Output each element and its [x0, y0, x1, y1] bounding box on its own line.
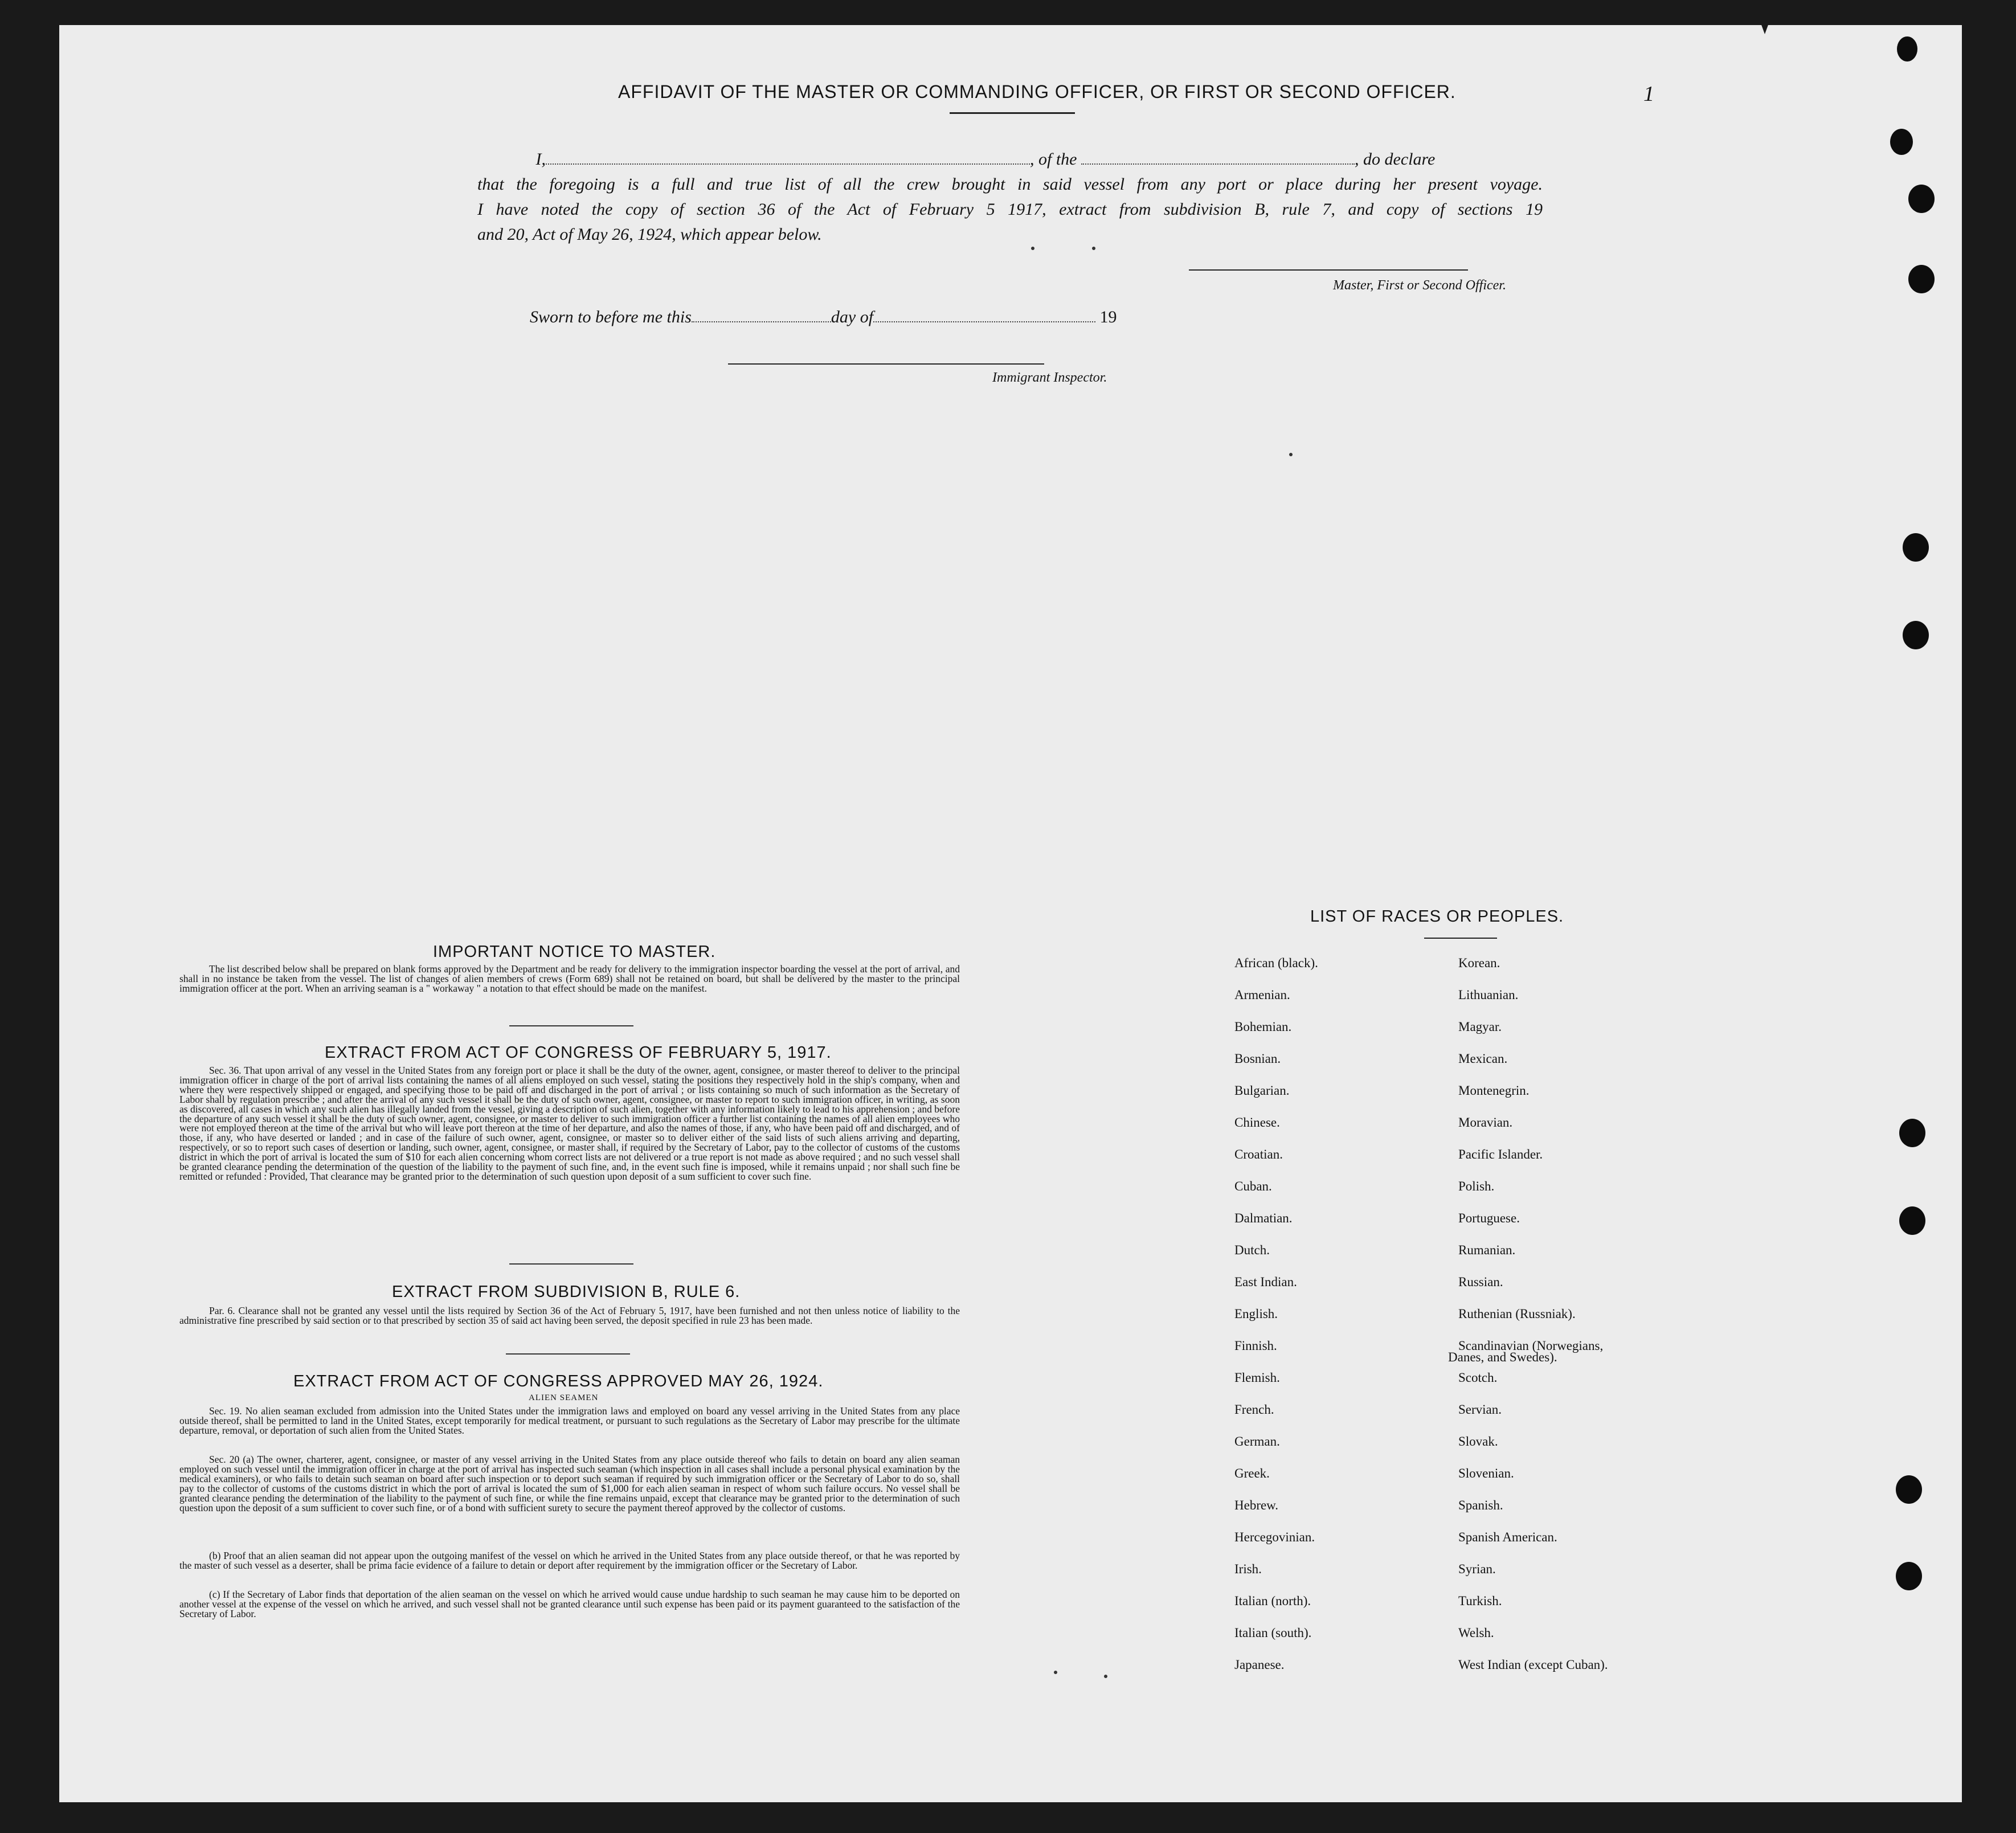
sec-19-text: Sec. 19. No alien seaman excluded from admission into the United States under the immigration laws and employed on board any vessel arriving in the United States from any place outside thereof, shall be permitted to land in the United States, except temporarily for medical treatment, or pursuant to such regulations as the Secretary of Labor may prescribe for the ultimate departure, removal, or deportation of such alien from the United States. [179, 1405, 960, 1436]
sworn-day-field[interactable] [692, 321, 831, 322]
race-right-item: Servian. [1458, 1402, 1502, 1417]
corner-tear [1752, 0, 1777, 34]
race-right-item: Rumanian. [1458, 1243, 1516, 1257]
punch-hole [1908, 265, 1935, 293]
race-left-item: Dutch. [1234, 1243, 1270, 1257]
race-left-item: Greek. [1234, 1466, 1270, 1480]
race-right-item: Welsh. [1458, 1626, 1494, 1640]
rule-6-heading: EXTRACT FROM SUBDIVISION B, RULE 6. [392, 1283, 741, 1301]
sworn-year-prefix: 19 [1099, 308, 1117, 326]
race-left-item: French. [1234, 1402, 1274, 1417]
race-right-item: Turkish. [1458, 1594, 1502, 1608]
race-left-item: Hercegovinian. [1234, 1530, 1315, 1544]
punch-hole [1899, 1119, 1925, 1147]
race-right-item: Montenegrin. [1458, 1083, 1530, 1098]
sec-20b-text: (b) Proof that an alien seaman did not appear upon the outgoing manifest of the vessel on which he arrived in the United States from any place outside thereof, or that he was reported by the master of such vessel as a deserter, shall be prima facie evidence of a failure to detain or deport after requirement by the immigration officer or the Secretary of Labor. [179, 1550, 960, 1571]
punch-hole [1908, 185, 1935, 213]
race-right-item: West Indian (except Cuban). [1458, 1658, 1608, 1672]
race-left-item: East Indian. [1234, 1275, 1297, 1289]
races-title: LIST OF RACES OR PEOPLES. [1310, 907, 1564, 926]
race-right-item: Scotch. [1458, 1370, 1498, 1385]
inspector-caption: Immigrant Inspector. [992, 370, 1107, 385]
race-right-item: Magyar. [1458, 1020, 1502, 1034]
race-left-item: Bulgarian. [1234, 1083, 1290, 1098]
ink-speck [1054, 1671, 1057, 1674]
race-left-item: Armenian. [1234, 988, 1290, 1002]
sworn-line [530, 308, 1156, 327]
rule-6-text: Par. 6. Clearance shall not be granted any vessel until the lists required by Section 36 of the Act of February 5, 1917, have been furnished and not then unless notice of liability to the administrative fine prescribed by said section or to that prescribed by section 35 of said act having been served, the deposit specified in rule 23 has been made. [179, 1305, 960, 1326]
punch-hole [1903, 533, 1929, 562]
race-right-item: Mexican. [1458, 1051, 1508, 1066]
notice-heading: IMPORTANT NOTICE TO MASTER. [433, 943, 716, 961]
race-left-item: African (black). [1234, 956, 1318, 970]
punch-hole [1899, 1206, 1925, 1235]
inspector-signature-line[interactable] [728, 363, 1044, 365]
declaration-line-3: I have noted the copy of section 36 of the Act of February 5 1917, extract from subdivision B, rule 7, and copy of sections 19 [477, 200, 1543, 219]
race-right-item: Spanish American. [1458, 1530, 1557, 1544]
race-left-item: Japanese. [1234, 1658, 1285, 1672]
race-right-item: Slovenian. [1458, 1466, 1514, 1480]
separator-3 [506, 1353, 630, 1355]
sworn-label: Sworn to before me this [530, 308, 692, 326]
punch-hole [1903, 621, 1929, 649]
race-right-item: Syrian. [1458, 1562, 1496, 1576]
race-right-item: Slovak. [1458, 1434, 1498, 1449]
title-underline [950, 112, 1075, 114]
race-right-item: Lithuanian. [1458, 988, 1519, 1002]
race-left-item: Cuban. [1234, 1179, 1272, 1193]
race-right-item: Scandinavian (Norwegians, [1458, 1339, 1604, 1353]
race-left-item: Finnish. [1234, 1339, 1277, 1353]
punch-hole [1897, 36, 1917, 62]
race-left-item: Bohemian. [1234, 1020, 1292, 1034]
race-left-item: Bosnian. [1234, 1051, 1281, 1066]
races-title-underline [1424, 938, 1497, 939]
race-left-item: Hebrew. [1234, 1498, 1279, 1512]
declaration-line-2: that the foregoing is a full and true list of all the crew brought in said vessel from any port or place during her present voyage. [477, 175, 1543, 194]
race-right-item: Portuguese. [1458, 1211, 1520, 1225]
race-left-item: Italian (north). [1234, 1594, 1311, 1608]
day-of-label: day of [831, 308, 874, 326]
declaration-line-1 [477, 150, 1543, 169]
extract-1917-text: Sec. 36. That upon arrival of any vessel in the United States from any foreign port or place it shall be the duty of the owner, agent, consignee, or master thereof to deliver to the principal immigration officer in charge of the port of arrival lists containing the names of all aliens employed on such vessel, stating the positions they respectively hold in the ship's company, when and where they were respectively shipped or engaged, and specifying those to be paid off and discharged in the port of arrival ; or lists containing so much of such information as the Secretary of Labor shall by regulation prescribe ; and after the arrival of any such vessel it shall be the duty of such owner, agent, consignee, or master to report to such immigration officer, in writing, as soon as discovered, all cases in which any such alien has illegally landed from the vessel, giving a description of such alien, together with any information likely to lead to his apprehension ; and before the departure of any such vessel it shall be the duty of such owner, agent, consignee, or master to deliver to such immigration officer a further list containing the names of all alien employees who were not employed thereon at the time of the arrival but who will leave port thereon at the time of her departure, and also the names of those, if any, who have been paid off and discharged, and of those, if any, who have deserted or landed ; and in case of the failure of such owner, agent, consignee, or master so to deliver either of the said lists of such aliens arriving and departing, respectively, or so to report such cases of desertion or landing, such owner, agent, consignee, or master shall, if required by the Secretary of Labor, pay to the collector of customs of the customs district in which the port of arrival is located the sum of $10 for each alien concerning whom correct lists are not delivered or a true report is not made as above required ; and no such vessel shall be granted clearance pending the determination of the question of the liability to the payment of such fine, and, in the event such fine is imposed, while it remains unpaid ; nor shall such fine be remitted or refunded : Provided, That clearance may be granted prior to the determination of such question upon deposit of a sum sufficient to cover such fine. [179, 1065, 960, 1182]
race-right-item: Ruthenian (Russniak). [1458, 1307, 1576, 1321]
ink-speck [1104, 1675, 1107, 1678]
affidavit-title: AFFIDAVIT OF THE MASTER OR COMMANDING OFFICER, OR FIRST OR SECOND OFFICER. [618, 81, 1456, 102]
extract-1924-heading: EXTRACT FROM ACT OF CONGRESS APPROVED MAY 26, 1924. [293, 1372, 824, 1390]
separator-1 [509, 1025, 633, 1026]
punch-hole [1896, 1562, 1922, 1590]
master-signature-line[interactable] [1189, 269, 1468, 271]
ink-speck [1289, 453, 1293, 456]
race-left-item: Italian (south). [1234, 1626, 1312, 1640]
of-the-label: , of the [1030, 150, 1077, 169]
master-signature-caption: Master, First or Second Officer. [1333, 278, 1506, 293]
sec-20a-text: Sec. 20 (a) The owner, charterer, agent, consignee, or master of any vessel arriving in the United States from any place outside thereof who fails to detain on board any alien seaman employed on such vessel until the immigration officer in charge at the port of arrival has inspected such seaman (which inspection in all cases shall include a personal physical examination by the medical examiners), or who fails to detain such seaman on board after such inspection or to deport such seaman if required by such immigration officer or the Secretary of Labor to do so, shall pay to the collector of customs of the customs district in which the port of arrival is located the sum of $1,000 for each alien seaman in respect of whom such failure occurs. No vessel shall be granted clearance pending the determination of the liability to the payment of such fine, or while the fine remains unpaid, except that clearance may be granted prior to the determination of such question upon the deposit of a sum sufficient to cover such fine, or of a bond with sufficient surety to secure the payment thereof approved by the collector of customs. [179, 1454, 960, 1513]
race-left-item: Dalmatian. [1234, 1211, 1293, 1225]
do-declare-label: , do declare [1355, 150, 1436, 169]
declarant-prefix: I, [535, 150, 546, 169]
declarant-name-field[interactable] [546, 163, 1030, 165]
race-right-item: Moravian. [1458, 1115, 1513, 1130]
race-right-continuation: Danes, and Swedes). [1448, 1350, 1557, 1364]
race-right-item: Pacific Islander. [1458, 1147, 1543, 1161]
race-right-item: Russian. [1458, 1275, 1503, 1289]
race-left-item: Croatian. [1234, 1147, 1283, 1161]
alien-seamen-subheading: ALIEN SEAMEN [529, 1393, 599, 1402]
sec-20c-text: (c) If the Secretary of Labor finds that deportation of the alien seaman on the vessel on which he arrived would cause undue hardship to such seaman he may cause him to be deported on another vessel at the expense of the vessel on which he arrived, and such vessel shall not be granted clearance until such expense has been paid or its payment guaranteed to the satisfaction of the Secretary of Labor. [179, 1589, 960, 1619]
ink-speck [1092, 247, 1095, 250]
race-right-item: Polish. [1458, 1179, 1495, 1193]
page-number: 1 [1643, 82, 1654, 106]
extract-1917-heading: EXTRACT FROM ACT OF CONGRESS OF FEBRUARY 5, 1917. [325, 1044, 832, 1062]
race-left-item: German. [1234, 1434, 1280, 1449]
vessel-field[interactable] [1081, 163, 1355, 165]
form-sheet [59, 25, 1962, 1802]
declaration-line-4: and 20, Act of May 26, 1924, which appear below. [477, 225, 822, 244]
race-left-item: Flemish. [1234, 1370, 1280, 1385]
punch-hole [1890, 129, 1913, 155]
race-right-item: Spanish. [1458, 1498, 1503, 1512]
sworn-month-field[interactable] [873, 321, 1095, 322]
punch-hole [1896, 1475, 1922, 1504]
notice-text: The list described below shall be prepared on blank forms approved by the Department and be ready for delivery to the immigration inspector boarding the vessel at the port of arrival, and shall in no instance be taken from the vessel. The list of changes of alien members of crews (Form 689) shall not be retained on board, but shall be delivered by the master to the principal immigration officer at the port. When an arriving seaman is a " workaway " a notation to that effect should be made on the manifest. [179, 963, 960, 994]
race-left-item: English. [1234, 1307, 1278, 1321]
race-right-item: Korean. [1458, 956, 1500, 970]
race-left-item: Chinese. [1234, 1115, 1280, 1130]
race-left-item: Irish. [1234, 1562, 1262, 1576]
separator-2 [509, 1263, 633, 1265]
ink-speck [1031, 247, 1034, 250]
